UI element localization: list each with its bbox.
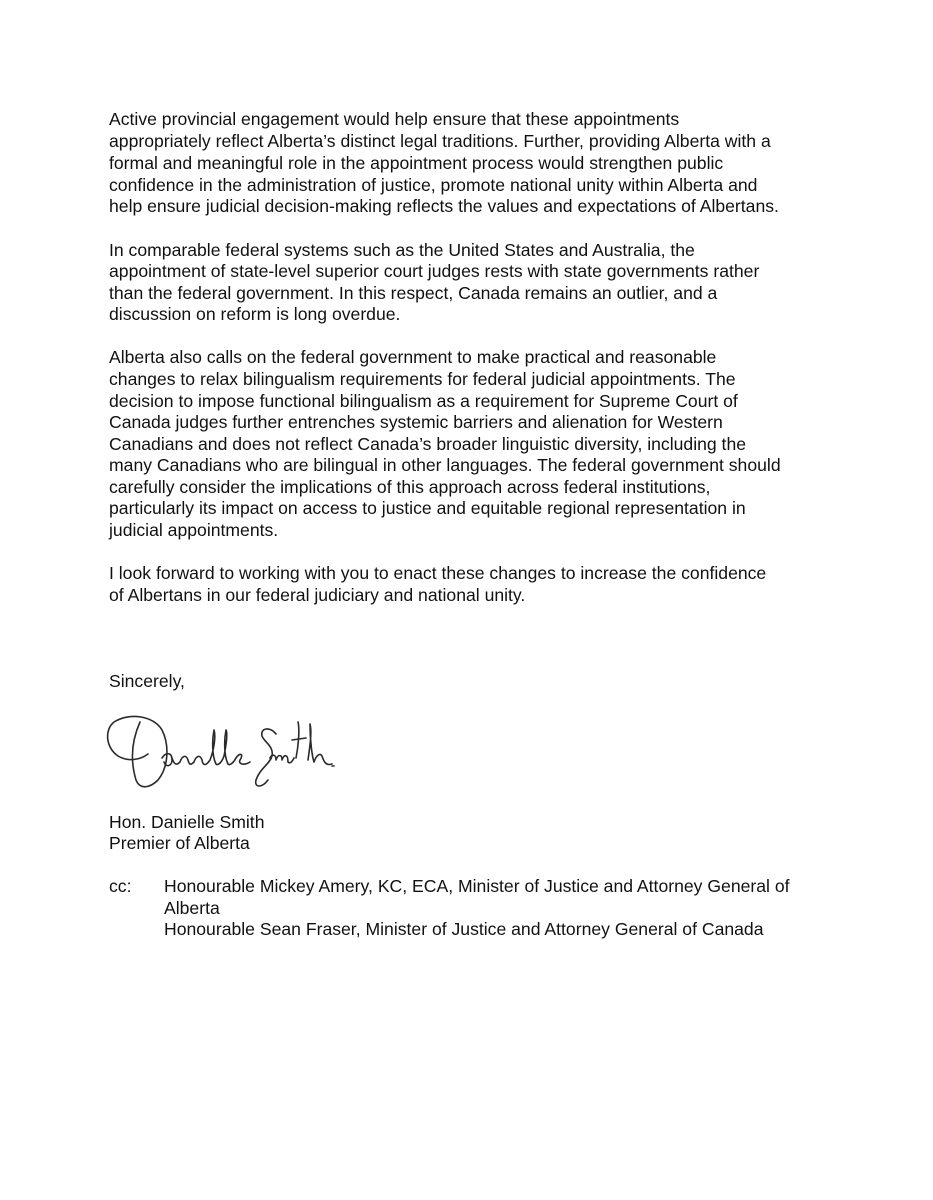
signatory-title: Premier of Alberta [109,833,250,853]
paragraph-1-line: appropriately reflect Alberta’s distinct legal traditions. Further, providing Alberta with a [109,131,771,151]
paragraph-1-line: help ensure judicial decision-making reflects the values and expectations of Albertans. [109,196,779,216]
cc-label: cc: [109,876,132,896]
paragraph-3-line: particularly its impact on access to justice and equitable regional representation in [109,498,746,518]
paragraph-4-line: I look forward to working with you to enact these changes to increase the confidence [109,563,767,583]
paragraph-3-line: Canadians and does not reflect Canada’s broader linguistic diversity, including the [109,434,747,454]
paragraph-3-line: Canada judges further entrenches systemic barriers and alienation for Western [109,412,723,432]
paragraph-3-line: carefully consider the implications of this approach across federal institutions, [109,477,711,497]
paragraph-2-line: In comparable federal systems such as the United States and Australia, the [109,240,695,260]
handwritten-signature [100,700,340,795]
paragraph-1-line: formal and meaningful role in the appointment process would strengthen public [109,153,724,173]
paragraph-3-line: many Canadians who are bilingual in other languages. The federal government should [109,455,781,475]
paragraph-4-line: of Albertans in our federal judiciary and national unity. [109,585,526,605]
paragraph-1-line: confidence in the administration of justice, promote national unity within Alberta and [109,175,758,195]
paragraph-1-line: Active provincial engagement would help ensure that these appointments [109,109,680,129]
paragraph-2-line: than the federal government. In this respect, Canada remains an outlier, and a [109,283,718,303]
closing-salutation: Sincerely, [109,671,185,691]
signatory-name: Hon. Danielle Smith [109,812,265,832]
cc-recipient-line: Alberta [164,898,220,918]
paragraph-3-line: decision to impose functional bilingualism as a requirement for Supreme Court of [109,391,738,411]
paragraph-3-line: Alberta also calls on the federal government to make practical and reasonable [109,347,717,367]
paragraph-2-line: discussion on reform is long overdue. [109,304,401,324]
cc-recipient-line: Honourable Sean Fraser, Minister of Justice and Attorney General of Canada [164,919,764,939]
cc-recipient-line: Honourable Mickey Amery, KC, ECA, Minister of Justice and Attorney General of [164,876,790,896]
paragraph-3-line: changes to relax bilingualism requirements for federal judicial appointments. The [109,369,736,389]
paragraph-2-line: appointment of state-level superior court judges rests with state governments rather [109,261,760,281]
paragraph-3-line: judicial appointments. [109,520,279,540]
